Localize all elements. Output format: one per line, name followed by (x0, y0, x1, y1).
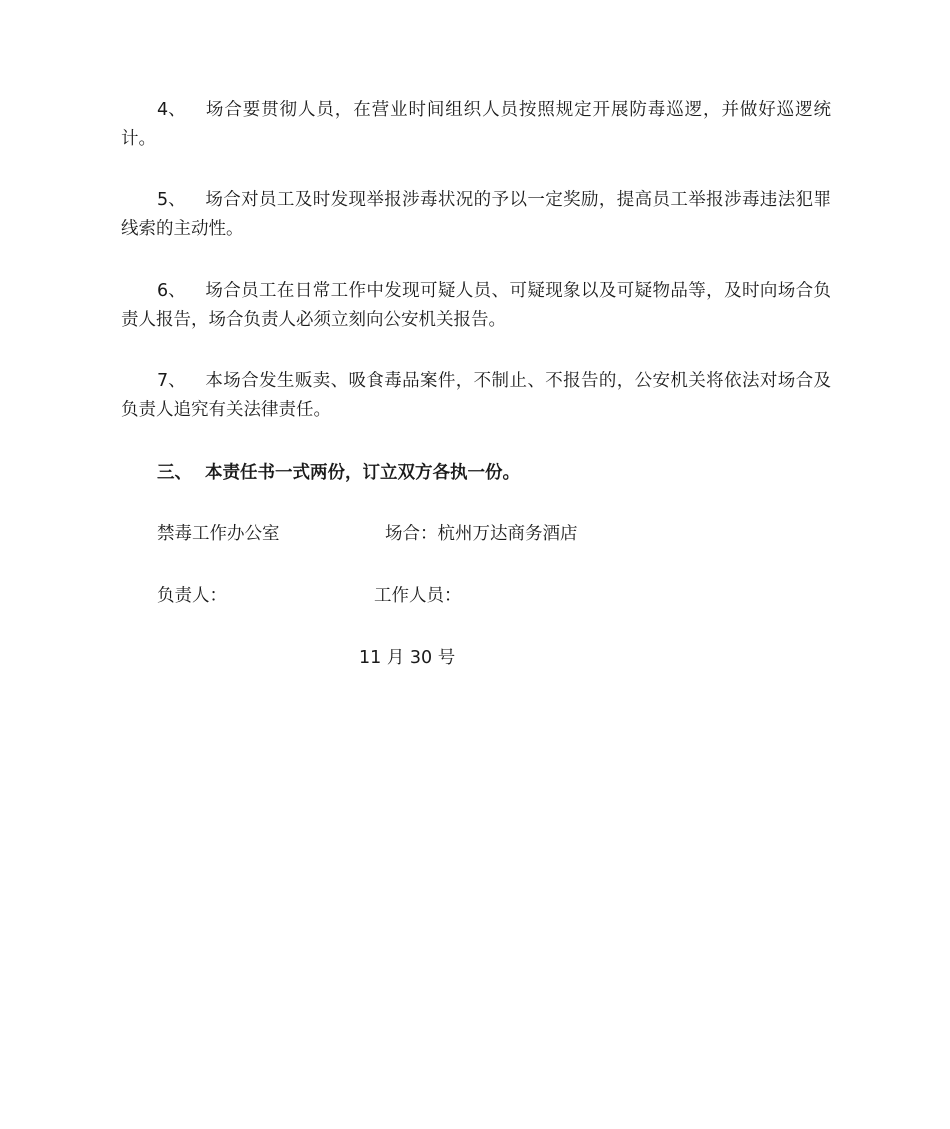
clause-5-text: 场合对员工及时发现举报涉毒状况的予以一定奖励，提高员工举报涉毒违法犯罪线索的主动性。 (121, 190, 831, 239)
signature-venue: 场合：杭州万达商务酒店 (385, 524, 578, 544)
clause-4-text: 场合要贯彻人员，在营业时间组织人员按照规定开展防毒巡逻，并做好巡逻统计。 (121, 100, 831, 149)
document-date: 11 月 30 号 (359, 648, 456, 668)
clause-6-number: 6、 (157, 281, 186, 301)
clause-4 (121, 96, 831, 154)
clause-5-number: 5、 (157, 190, 186, 210)
section-three-number: 三、 (157, 463, 192, 483)
signature-staff: 工作人员： (374, 586, 462, 606)
signature-leader: 负责人： (157, 586, 227, 606)
clause-5 (121, 186, 831, 244)
section-three-heading (157, 459, 520, 488)
signature-office: 禁毒工作办公室 (157, 524, 280, 544)
clause-7 (121, 367, 831, 425)
clause-6 (121, 277, 831, 335)
clause-7-text: 本场合发生贩卖、吸食毒品案件，不制止、不报告的，公安机关将依法对场合及负责人追究有关法律责任。 (121, 371, 831, 420)
section-three-text: 本责任书一式两份，订立双方各执一份。 (205, 463, 520, 483)
clause-4-number: 4、 (157, 100, 186, 120)
clause-7-number: 7、 (157, 371, 186, 391)
clause-6-text: 场合员工在日常工作中发现可疑人员、可疑现象以及可疑物品等，及时向场合负责人报告，场合负责人必须立刻向公安机关报告。 (121, 281, 831, 330)
